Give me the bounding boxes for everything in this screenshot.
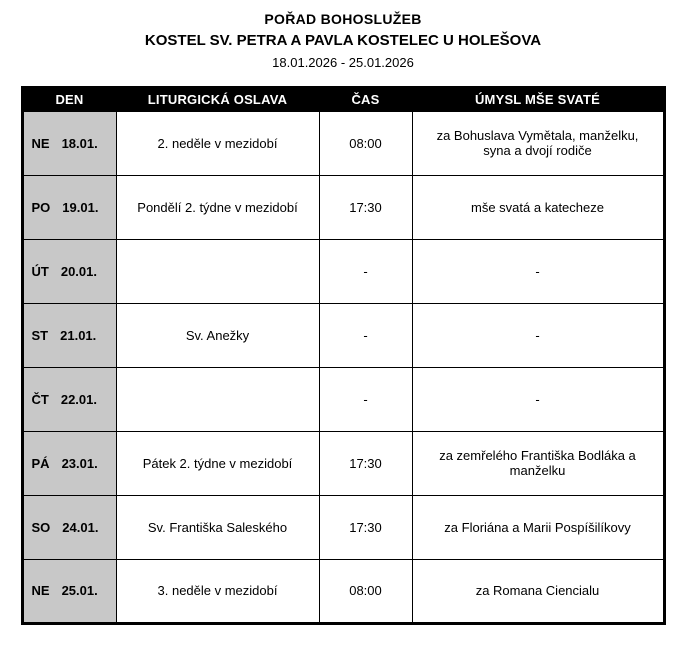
day-date <box>32 456 110 471</box>
day-cell <box>22 559 116 623</box>
time-cell: - <box>319 239 412 303</box>
time-cell: - <box>319 303 412 367</box>
table-row <box>22 559 664 623</box>
celebration-cell: Pondělí 2. týdne v mezidobí <box>116 175 319 239</box>
time-cell: 08:00 <box>319 559 412 623</box>
time-cell: 17:30 <box>319 431 412 495</box>
day-cell <box>22 175 116 239</box>
day-cell <box>22 303 116 367</box>
column-header-celebration: LITURGICKÁ OSLAVA <box>116 87 319 111</box>
table-body <box>22 111 664 623</box>
table-row <box>22 367 664 431</box>
day-cell <box>22 495 116 559</box>
celebration-cell: 3. neděle v mezidobí <box>116 559 319 623</box>
day-number: 22.01. <box>60 391 97 407</box>
day-number: 21.01. <box>60 327 97 343</box>
intention-cell: - <box>412 239 664 303</box>
column-header-day: DEN <box>22 87 116 111</box>
day-cell <box>22 431 116 495</box>
intention-cell: mše svatá a katecheze <box>412 175 664 239</box>
date-range: 18.01.2026 - 25.01.2026 <box>272 55 414 71</box>
column-header-intention: ÚMYSL MŠE SVATÉ <box>412 87 664 111</box>
day-abbrev: ÚT <box>31 263 49 279</box>
table-row <box>22 111 664 175</box>
intention-cell: - <box>412 367 664 431</box>
time-cell: 17:30 <box>319 175 412 239</box>
day-number: 23.01. <box>61 455 98 471</box>
day-date <box>32 264 110 279</box>
day-date <box>32 520 110 535</box>
table-row <box>22 239 664 303</box>
celebration-cell <box>116 239 319 303</box>
day-number: 25.01. <box>61 583 98 599</box>
time-cell: - <box>319 367 412 431</box>
day-abbrev: PÁ <box>31 455 50 471</box>
document-header <box>0 10 686 72</box>
celebration-cell <box>116 367 319 431</box>
header-row <box>22 87 664 111</box>
intention-cell: za Bohuslava Vymětala, manželku, syna a dvojí rodiče <box>412 111 664 175</box>
day-number: 24.01. <box>62 519 99 535</box>
time-cell: 17:30 <box>319 495 412 559</box>
day-abbrev: NE <box>31 135 50 151</box>
day-cell <box>22 239 116 303</box>
intention-cell: - <box>412 303 664 367</box>
church-name: KOSTEL SV. PETRA A PAVLA KOSTELEC U HOLEŠOVA <box>144 31 542 49</box>
celebration-cell: Sv. Anežky <box>116 303 319 367</box>
intention-cell: za Floriána a Marii Pospíšilíkovy <box>412 495 664 559</box>
time-cell: 08:00 <box>319 111 412 175</box>
mass-schedule-table <box>21 86 666 625</box>
day-cell <box>22 367 116 431</box>
day-number: 19.01. <box>62 199 99 215</box>
day-abbrev: SO <box>31 519 51 535</box>
day-abbrev: PO <box>31 199 51 215</box>
table-row <box>22 495 664 559</box>
column-header-time: ČAS <box>319 87 412 111</box>
day-abbrev: ČT <box>31 391 49 407</box>
day-abbrev: ST <box>31 327 49 343</box>
day-cell <box>22 111 116 175</box>
celebration-cell: 2. neděle v mezidobí <box>116 111 319 175</box>
day-date <box>32 392 110 407</box>
day-abbrev: NE <box>31 583 50 599</box>
page-title: POŘAD BOHOSLUŽEB <box>264 11 422 27</box>
day-date <box>32 136 110 151</box>
table-row <box>22 431 664 495</box>
day-number: 18.01. <box>61 135 98 151</box>
table-header <box>22 87 664 111</box>
day-number: 20.01. <box>60 263 97 279</box>
table-row <box>22 175 664 239</box>
celebration-cell: Pátek 2. týdne v mezidobí <box>116 431 319 495</box>
table-row <box>22 303 664 367</box>
intention-cell: za zemřelého Františka Bodláka a manželku <box>412 431 664 495</box>
day-date <box>32 328 110 343</box>
day-date <box>32 200 110 215</box>
intention-cell: za Romana Ciencialu <box>412 559 664 623</box>
day-date <box>32 583 110 598</box>
celebration-cell: Sv. Františka Saleského <box>116 495 319 559</box>
